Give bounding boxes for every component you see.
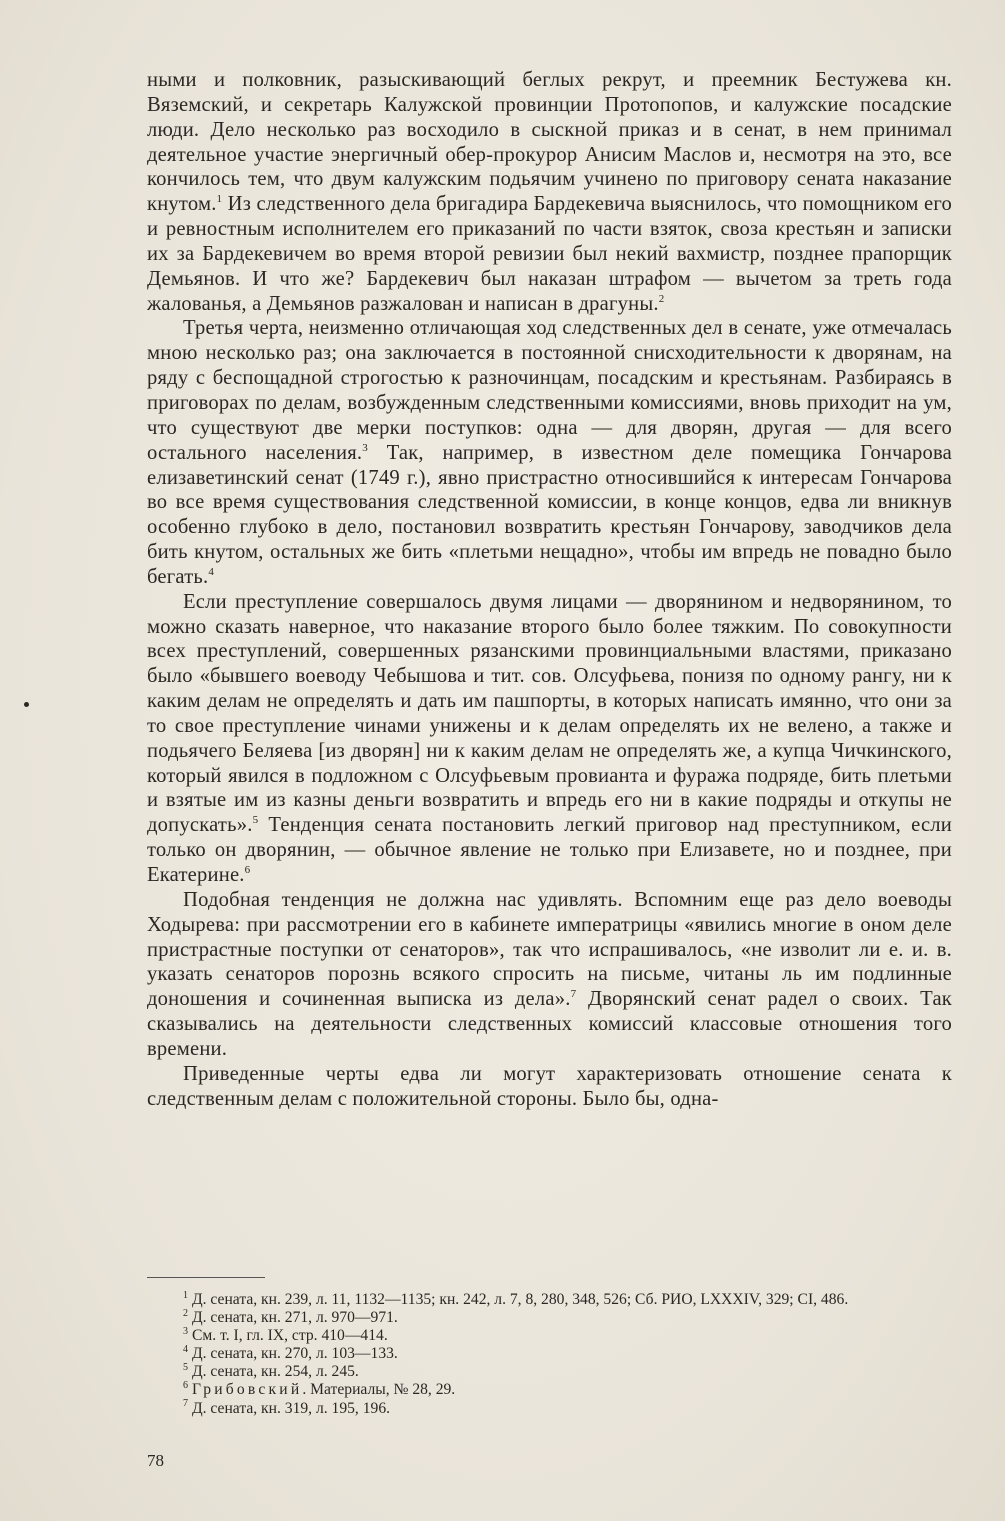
text-run: Из следственного дела бригадира Бардекевича выяснилось, что помощником его и ревностным исполнителем его приказаний по части взяток, свозa крестьян и записки их за Бардекевичем во время второй ревизии был некий вахмистр, позднее прапорщик Демьянов. И что же? Бардекевич был наказан штрафом — вычетом за треть года жалованья, а Демьянов разжалован и написан в драгуны. [147,193,952,315]
footnote-text: Грибовский [192,1381,303,1399]
margin-dot [24,702,29,707]
footnote-text: Д. сената, кн. 254, л. 245. [192,1363,359,1381]
footnote-ref[interactable]: 4 [208,566,215,579]
paragraph [147,1062,952,1112]
footnote-ref[interactable]: 7 [570,988,577,1001]
page-number: 78 [147,1451,164,1470]
text-run: Так, например, в известном деле помещика Гончарова елизаветинский сенат (1749 г.), явно пристрастно относившийся к интересам Гончарова во все время существования следственной комиссии, в конце концов, едва ли вникнув особенно глубоко в дело, постановил возвратить крестьян Гончарову, заводчиков дела бить кнутом, остальных же бить «плетьми нещадно», чтобы им впредь не повадно было бегать. [147,441,952,588]
main-text [147,68,952,1111]
text-run: ными и полковник, разыскивающий беглых рекрут, и преемник Бестужева кн. Вяземский, и секретарь Калужской провинции Протопопов, и калужские посадские люди. Дело несколько раз восходило в сыскной приказ и в сенат, в нем принимал деятельное участие энергичный обер-прокурор Анисим Маслов и, несмотря на это, все кончилось тем, что двум калужским подьячим учинено по приговору сената наказание кнутом. [147,69,952,216]
footnotes [147,1291,952,1418]
footnote-number: 3 [183,1326,188,1337]
footnote-text: Д. сената, кн. 270, л. 103—133. [192,1345,398,1363]
footnote [147,1309,952,1327]
footnote-number: 6 [183,1380,188,1392]
text-run: Приведенные черты едва ли могут характеризовать отношение сената к следственным делам с положительной стороны. Было бы, одна- [147,1062,952,1110]
footnote [147,1381,952,1399]
text-run: Если преступление совершалось двумя лицами — дворянином и недворянином, то можно сказать наверное, что наказание второго было более тяжким. По совокупности всех преступлений, совершенных рязанскими провинциальными властями, приказано было «бывшего воеводу Чебышова и тит. сов. Олсуфьева, понизя по одному рангу, ни к каким делам не определять и дать им пашпорты, в которых написать имянно, что они за то свое преступление чинами унижены и к делам определять их не велено, а также и подьячего Беляева [из дворян] ни к каким делам не определять же, а купца Чичкинского, который явился в подложном с Олсуфьевым провианта и фуража подряде, бить плетьми и взятые им из казны деньги возвратить и впредь его ни в какие подряды и откупы не допускать». [147,590,952,837]
footnote-ref[interactable]: 3 [362,441,368,454]
footnote-number: 5 [183,1362,188,1374]
text-run: Дворянский сенат радел о своих. Так сказывались на деятельности следственных комиссий классовые отношения того времени. [147,988,952,1060]
footnote-ref[interactable]: 5 [252,814,259,827]
footnote-ref[interactable]: 6 [244,864,251,877]
footnote-text: . Материалы, № 28, 29. [302,1381,456,1399]
footnote-text: Д. сената, кн. 319, л. 195, 196. [192,1399,391,1417]
footnote-text: Д. сената, кн. 271, л. 970—971. [192,1309,398,1327]
footnote-number: 2 [183,1307,188,1319]
paragraph [147,316,952,589]
paragraph [147,888,952,1062]
footnote-ref[interactable]: 1 [216,193,223,206]
text-run: Третья черта, неизменно отличающая ход следственных дел в сенате, уже отмечалась мною несколько раз; она заключается в постоянной снисходительности к дворянам, на ряду с беспощадной строгостью к разночинцам, посадским и крестьянам. Разбираясь в приговорах по делам, возбужденным следственными комиссиями, вновь приходит на ум, что существуют две мерки поступков: одна — для дворян, другая — для всего остального населения. [147,317,952,464]
footnote-number: 7 [183,1398,188,1410]
footnote [147,1327,952,1345]
paragraph [147,68,952,316]
paragraph [147,590,952,888]
footnote-text: Д. сената, кн. 239, л. 11, 1132—1135; кн. 242, л. 7, 8, 280, 348, 526; Сб. РИО, LXXXIV, 329; CI, 486. [192,1291,849,1308]
footnote-ref[interactable]: 2 [658,292,665,305]
footnote-text: См. т. I, гл. IX, стр. 410—414. [192,1327,388,1345]
footnote [147,1363,952,1381]
text-run: Тенденция сената постановить легкий приговор над преступником, если только он дворянин, — обычное явление не только при Елизавете, но и позднее, при Екатерине. [147,814,952,886]
footnote [147,1291,952,1309]
footnote [147,1345,952,1363]
footnote-separator [147,1277,265,1278]
footnote-number: 4 [183,1344,188,1356]
footnote [147,1400,952,1418]
text-run: Подобная тенденция не должна нас удивлять. Вспомним еще раз дело воеводы Ходырева: при рассмотрении его в кабинете императрицы «явились многие в оном деле пристрастные поступки от сенаторов», так что испрашивалось, «не изволит ли е. и. в. указать сенаторов порознь всякого спросить на письме, читаны ль им подлинные доношения и сочиненная выписка из дела». [147,888,952,1011]
footnote-number: 1 [183,1289,188,1301]
